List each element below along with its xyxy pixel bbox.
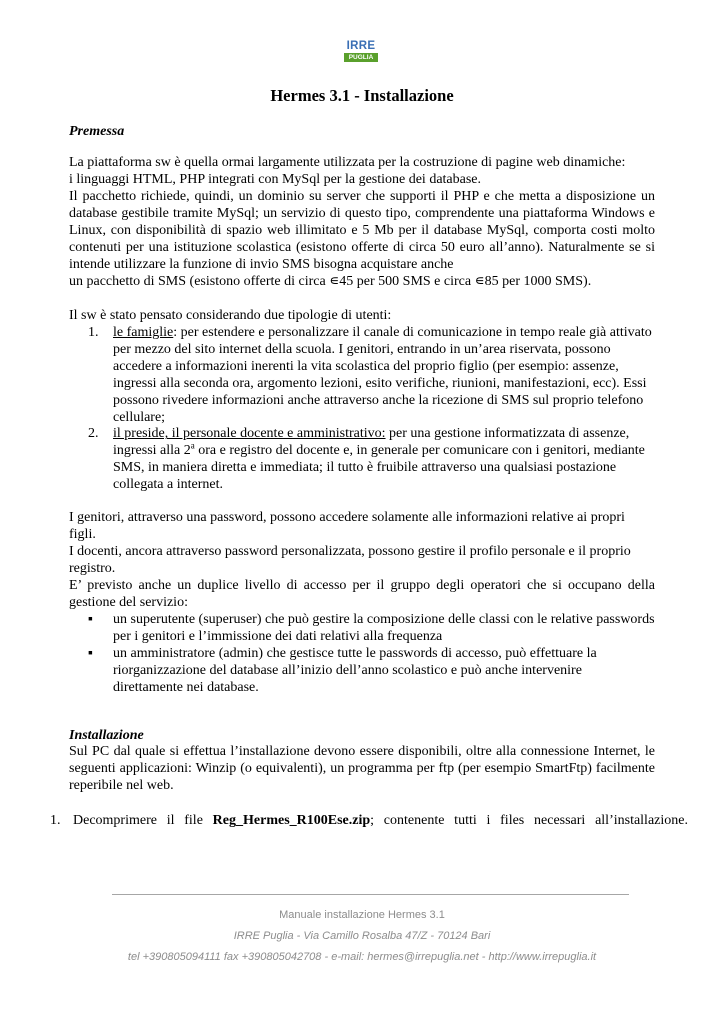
superscript: a bbox=[190, 440, 195, 451]
access-paragraph-3: E’ previsto anche un duplice livello di accesso per il gruppo degli operatori che si occupano della gestione del servizio: bbox=[69, 578, 655, 610]
bullet-icon: ▪ bbox=[88, 612, 93, 627]
list-item-text: un amministratore (admin) che gestisce tutte le passwords di accesso, può effettuare la riorganizzazione del database all’inizio dell’anno scolastico e può anche intervenire direttamente nei database. bbox=[113, 645, 597, 695]
step-text bbox=[73, 812, 688, 829]
premessa-line-1: La piattaforma sw è quella ormai largamente utilizzata per la costruzione di pagine web dinamiche: bbox=[69, 155, 626, 170]
operators-list bbox=[88, 612, 655, 697]
list-item bbox=[88, 426, 655, 494]
list-item-separator: : bbox=[173, 325, 181, 340]
footer-manual-title: Manuale installazione Hermes 3.1 bbox=[279, 909, 445, 921]
footer-address: IRRE Puglia - Via Camillo Rosalba 47/Z - 70124 Bari bbox=[233, 930, 491, 942]
list-item-text: ora e registro del docente e, in generale per comunicare con i genitori, mediante SMS, in maniera diretta e immediata; il tutto è fruibile attraverso una qualsiasi postazione collegata a internet. bbox=[113, 443, 645, 493]
irre-puglia-logo bbox=[344, 40, 378, 62]
access-paragraph-2: I docenti, ancora attraverso password personalizzata, possono gestire il profilo personale e il proprio registro. bbox=[69, 544, 631, 576]
premessa-paragraph-1 bbox=[69, 155, 655, 189]
step-text-post: ; contenente tutti i files necessari all’installazione. bbox=[370, 813, 688, 828]
list-number: 2. bbox=[88, 426, 99, 442]
list-item-text: un superutente (superuser) che può gestire la composizione delle classi con le relative passwords per i genitori e l’immissione dei dati relativi alla frequenza bbox=[113, 612, 655, 644]
list-item-heading: il preside, il personale docente e amministrativo: bbox=[113, 426, 386, 442]
access-paragraph-1: I genitori, attraverso una password, possono accedere solamente alle informazioni relative ai propri figli. bbox=[69, 510, 625, 542]
installazione-paragraph: Sul PC dal quale si effettua l’installazione devono essere disponibili, oltre alla connessione Internet, le seguenti applicazioni: Winzip (o equivalenti), un programma per ftp (per esempio SmartFtp) facilmente reperibile nel web. bbox=[69, 744, 655, 793]
list-item bbox=[88, 612, 655, 646]
bullet-icon: ▪ bbox=[88, 645, 93, 661]
step-number: 1. bbox=[50, 813, 61, 828]
premessa-paragraph-2: Il pacchetto richiede, quindi, un dominio su server che supporti il PHP e che metta a disposizione un database gestibile tramite MySql; un servizio di questo tipo, comprendente una piattaforma Windows e Linux, con disponibilità di spazio web illimitato e 5 Mb per il database MySql, comporta costi molto contenuti per una istituzione scolastica (esistono offerte di circa 50 euro all’anno). Naturalmente se si intende utilizzare la funzione di invio SMS bisogna acquistare anche bbox=[69, 189, 655, 272]
list-item-text: per estendere e personalizzare il canale di comunicazione in tempo reale già attivato per mezzo del sito internet della scuola. I genitori, entrando in un’area riservata, possono accedere a informazioni inerenti la vita scolastica del proprio figlio (per esempio: assenze, ingressi alla seconda ora, argomento lezioni, esito verifiche, riunioni, manifestazioni, ecc). Essi possono rivedere informazioni anche attraverso anche la ricezione di SMS sul proprio telefono cellulare; bbox=[113, 325, 652, 425]
list-item bbox=[88, 325, 655, 426]
users-list bbox=[88, 325, 655, 494]
users-intro: Il sw è stato pensato considerando due tipologie di utenti: bbox=[69, 308, 392, 323]
footer-divider bbox=[112, 894, 629, 895]
list-item-heading: le famiglie bbox=[113, 325, 174, 340]
premessa-paragraph-3: un pacchetto di SMS (esistono offerte di circa ∊45 per 500 SMS e circa ∊85 per 1000 SMS). bbox=[69, 274, 592, 289]
list-number: 1. bbox=[88, 325, 99, 340]
heading-premessa: Premessa bbox=[69, 124, 125, 139]
list-item-text: per una gestione informatizzata di assenze, ingressi alla 2 bbox=[113, 426, 630, 459]
heading-installazione: Installazione bbox=[69, 728, 144, 743]
premessa-line-2: i linguaggi HTML, PHP integrati con MySql per la gestione dei database. bbox=[69, 171, 482, 187]
step-text-pre: Decomprimere il file bbox=[73, 813, 213, 828]
footer-contacts: tel +390805094111 fax +390805042708 - e-mail: hermes@irrepuglia.net - http://www.irrepuglia.it bbox=[127, 951, 597, 963]
logo-text-bottom: PUGLIA bbox=[344, 53, 378, 62]
step-file-name: Reg_Hermes_R100Ese.zip bbox=[212, 813, 371, 828]
logo-text-top: IRRE bbox=[346, 40, 376, 52]
document-title: Hermes 3.1 - Installazione bbox=[270, 86, 454, 105]
list-item bbox=[88, 646, 655, 697]
